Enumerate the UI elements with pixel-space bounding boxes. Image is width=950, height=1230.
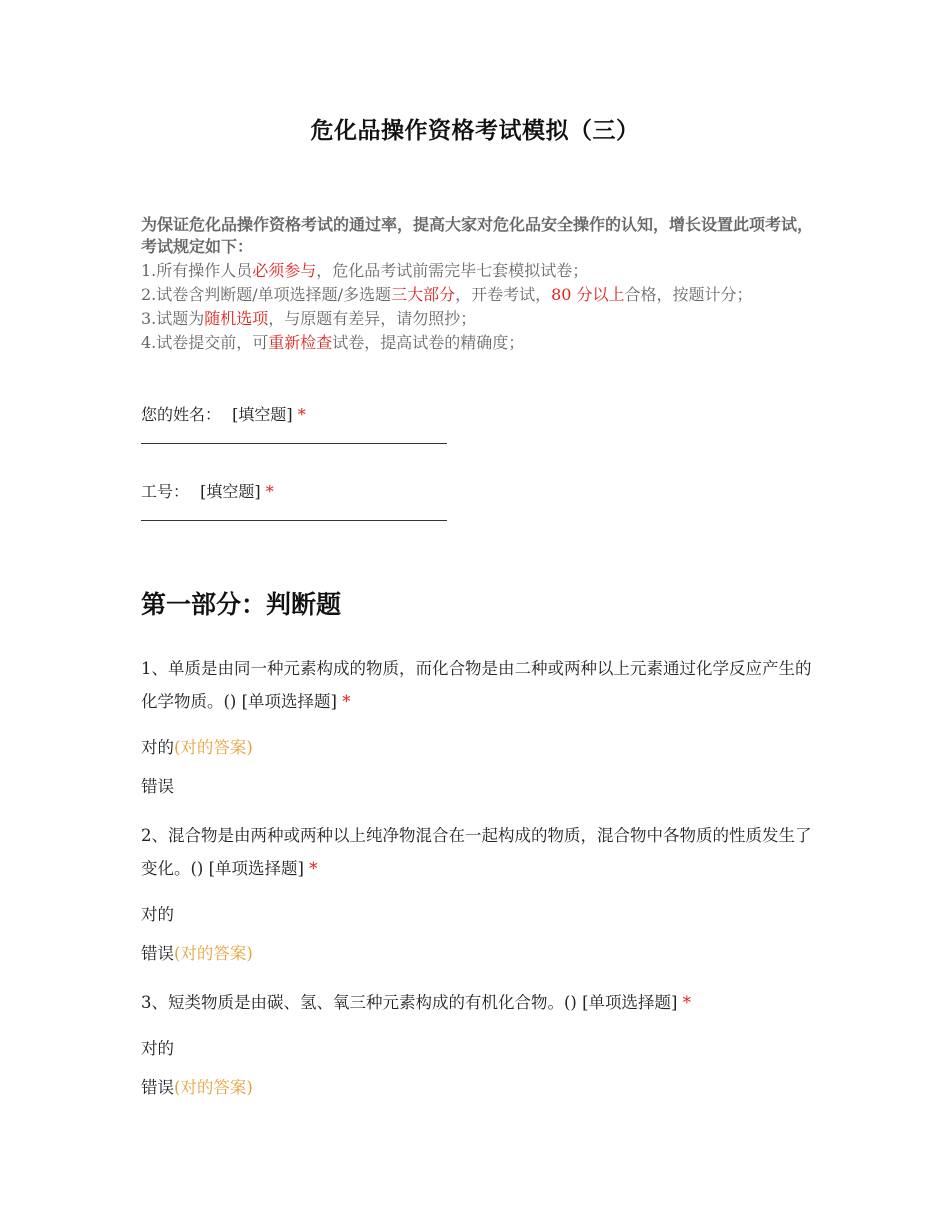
- question-text: 1、单质是由同一种元素构成的物质，而化合物是由二种或两种以上元素通过化学反应产生的化学物质。() [单项选择题]: [141, 659, 812, 711]
- instructions-lead: 为保证危化品操作资格考试的通过率，提高大家对危化品安全操作的认知，增长设置此项考试，考试规定如下：: [141, 215, 814, 256]
- option-label: 错误: [141, 777, 174, 796]
- employee-id-label: 工号：: [141, 482, 190, 501]
- rule-2: [141, 284, 817, 306]
- question-1: [141, 652, 821, 718]
- rule-3: [141, 308, 817, 330]
- employee-id-field: [141, 479, 447, 521]
- rule-text: 试卷，提高试卷的精确度；: [332, 333, 525, 352]
- employee-id-type: [填空题]: [200, 482, 261, 501]
- rule-highlight: 三大部分: [391, 285, 456, 304]
- q1-option-2[interactable]: [141, 773, 174, 797]
- rule-1: [141, 260, 817, 282]
- name-input-line[interactable]: [141, 443, 447, 444]
- rule-text: 3.试题为: [141, 309, 205, 328]
- required-mark: *: [342, 692, 351, 711]
- correct-answer-note: (对的答案): [174, 1078, 253, 1097]
- rule-text: 4.试卷提交前，可: [141, 333, 269, 352]
- correct-answer-note: (对的答案): [174, 738, 253, 757]
- rule-4: [141, 332, 817, 354]
- option-label: 错误: [141, 944, 174, 963]
- required-mark: *: [309, 859, 318, 878]
- rule-highlight: 重新检查: [268, 333, 333, 352]
- rule-highlight: 80 分以上: [551, 285, 625, 304]
- rule-highlight: 必须参与: [252, 261, 317, 280]
- rule-text: 2.试卷含判断题/单项选择题/多选题: [141, 285, 392, 304]
- option-label: 错误: [141, 1078, 174, 1097]
- rule-text: 合格，按题计分；: [624, 285, 753, 304]
- q1-option-1[interactable]: [141, 734, 253, 758]
- rule-text: ，与原题有差异，请勿照抄；: [268, 309, 477, 328]
- option-label: 对的: [141, 1039, 174, 1058]
- name-field-label: 您的姓名：: [141, 405, 222, 424]
- required-mark: *: [265, 482, 274, 501]
- question-2: [141, 819, 821, 885]
- exam-instructions: [141, 214, 817, 354]
- rule-text: 1.所有操作人员: [141, 261, 253, 280]
- question-text: 2、混合物是由两种或两种以上纯净物混合在一起构成的物质，混合物中各物质的性质发生了变化。() [单项选择题]: [141, 826, 812, 878]
- name-field: [141, 402, 447, 444]
- q2-option-1[interactable]: [141, 901, 174, 925]
- required-mark: *: [682, 993, 691, 1012]
- q3-option-1[interactable]: [141, 1035, 174, 1059]
- question-text: 3、短类物质是由碳、氢、氧三种元素构成的有机化合物。() [单项选择题]: [141, 993, 678, 1012]
- employee-id-input-line[interactable]: [141, 520, 447, 521]
- q2-option-2[interactable]: [141, 940, 253, 964]
- q3-option-2[interactable]: [141, 1074, 253, 1098]
- rule-text: ，开卷考试，: [455, 285, 552, 304]
- name-field-type: [填空题]: [232, 405, 293, 424]
- rule-text: ，危化品考试前需完毕七套模拟试卷；: [316, 261, 589, 280]
- question-3: [141, 986, 821, 1019]
- page-title: 危化品操作资格考试模拟（三）: [310, 118, 640, 144]
- required-mark: *: [297, 405, 306, 424]
- option-label: 对的: [141, 905, 174, 924]
- rule-highlight: 随机选项: [204, 309, 269, 328]
- section-title: 第一部分：判断题: [141, 590, 342, 619]
- option-label: 对的: [141, 738, 174, 757]
- correct-answer-note: (对的答案): [174, 944, 253, 963]
